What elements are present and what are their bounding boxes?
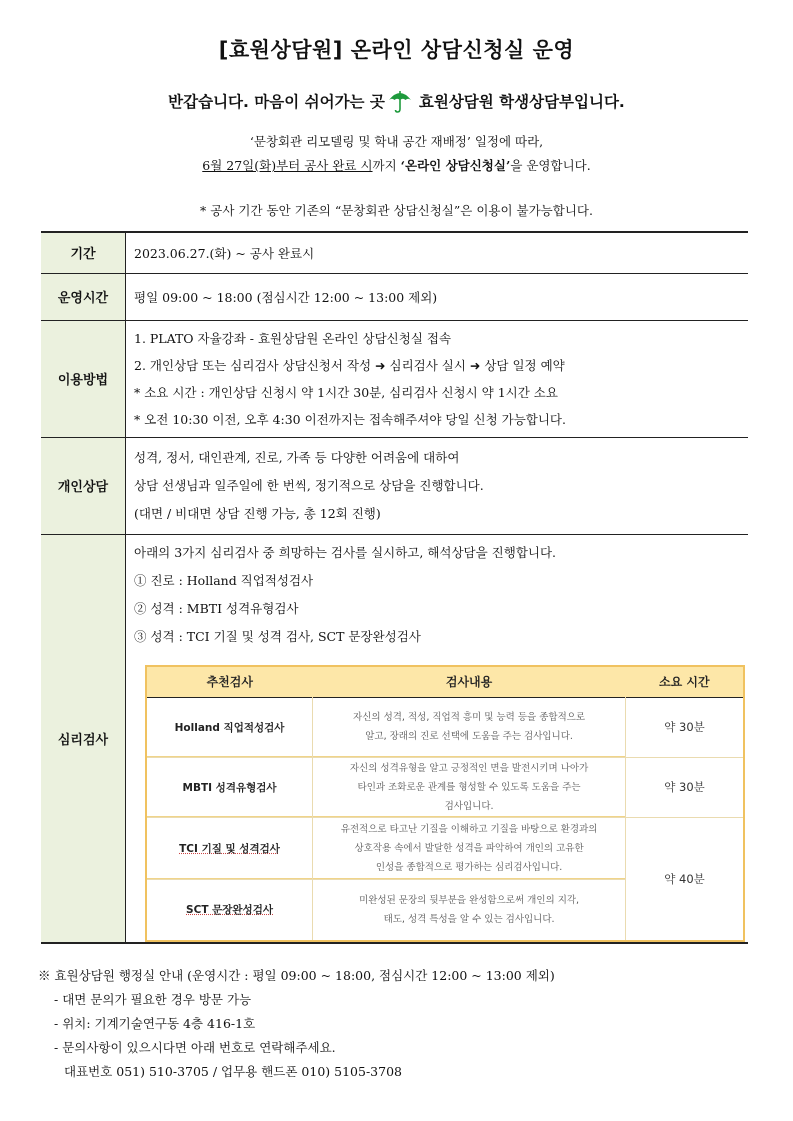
intro-line-1: ‘문창회관 리모델링 및 학내 공간 재배정’ 일정에 따라, [249,134,544,149]
test-desc-line: 미완성된 문장의 뒷부분을 완성함으로써 개인의 지각, [359,894,580,906]
footer [38,964,555,1084]
psych-line: ① 진로 : Holland 직업적성검사 [134,572,314,588]
footer-item: - 대면 문의가 필요한 경우 방문 가능 [54,992,252,1007]
value-psych [126,534,749,943]
value-usage [126,320,749,437]
test-time: 약 30분 [626,697,744,757]
header-test: 추천검사 [146,666,313,698]
usage-line: 2. 개인상담 또는 심리검사 상담신청서 작성 ➜ 심리검사 실시 ➜ 상담 일정 예약 [134,357,565,373]
test-table [145,665,745,943]
label-psych: 심리검사 [41,534,126,943]
psych-line: ② 성격 : MBTI 성격유형검사 [134,600,299,616]
row-psych [41,534,748,943]
test-time: 약 30분 [626,757,744,817]
test-desc-line: 알고, 장래의 진로 선택에 도움을 주는 검사입니다. [365,731,573,742]
row-counseling [41,437,748,534]
test-name: SCT 문장완성검사 [146,879,313,941]
notice: * 공사 기간 동안 기존의 “문창회관 상담신청실”은 이용이 불가능합니다. [200,203,593,218]
test-time: 약 40분 [626,817,744,941]
test-desc-line: 자신의 성격유형을 알고 긍정적인 면을 발전시키며 나아가 [349,762,589,774]
test-desc [313,757,626,817]
footer-item: - 문의사항이 있으시다면 아래 번호로 연락해주세요. [54,1040,336,1055]
intro-line-2 [0,154,793,178]
test-desc-line: 타인과 조화로운 관계를 형성할 수 있도록 도움을 주는 [357,781,581,793]
test-desc [313,817,626,879]
footer-item: - 위치: 기계기술연구동 4층 416-1호 [54,1016,256,1031]
greeting-after: 효원상담원 학생상담부입니다. [418,93,625,111]
row-hours [41,273,748,320]
label-hours: 운영시간 [41,273,126,320]
info-table [41,231,748,944]
test-desc [313,879,626,941]
usage-line: * 오전 10:30 이전, 오후 4:30 이전까지는 접속해주셔야 당일 신청 가능합니다. [134,411,566,427]
label-usage: 이용방법 [41,320,126,437]
footer-office: ※ 효원상담원 행정실 안내 (운영시간 : 평일 09:00 ~ 18:00, 점심시간 12:00 ~ 13:00 제외) [38,968,555,983]
test-row [146,817,744,879]
usage-line: 1. PLATO 자율강좌 - 효원상담원 온라인 상담신청실 접속 [134,330,452,346]
test-desc [313,697,626,757]
value-hours: 평일 09:00 ~ 18:00 (점심시간 12:00 ~ 13:00 제외) [126,273,749,320]
intro-mid: 까지 [372,158,401,173]
test-desc-line: 상호작용 속에서 발달한 성격을 파악하여 개인의 고유한 [354,842,584,854]
test-name: Holland 직업적성검사 [146,697,313,757]
header-content: 검사내용 [313,666,626,698]
test-desc-line: 검사입니다. [444,800,494,812]
psych-line: 아래의 3가지 심리검사 중 희망하는 검사를 실시하고, 해석상담을 진행합니다. [134,544,557,560]
test-table-header [146,666,744,698]
counseling-line: (대면 / 비대면 상담 진행 가능, 총 12회 진행) [134,505,381,521]
test-desc-line: 자신의 성격, 적성, 직업적 흥미 및 능력 등을 종합적으로 [353,712,586,723]
counseling-line: 성격, 정서, 대인관계, 진로, 가족 등 다양한 어려움에 대하여 [134,449,460,465]
label-period: 기간 [41,232,126,273]
label-counseling: 개인상담 [41,437,126,534]
intro-end: 을 운영합니다. [510,158,591,173]
test-desc-line: 태도, 성격 특성을 알 수 있는 검사입니다. [383,913,555,925]
row-usage [41,320,748,437]
intro-service-name: ‘온라인 상담신청실’ [400,158,511,173]
test-name: TCI 기질 및 성격검사 [146,817,313,879]
umbrella-icon [387,88,413,114]
page-title: [효원상담원] 온라인 상담신청실 운영 [218,38,575,62]
greeting [0,88,793,114]
intro-text [0,130,793,178]
test-desc-line: 인성을 종합적으로 평가하는 심리검사입니다. [375,861,563,873]
test-row [146,697,744,757]
header-time: 소요 시간 [626,666,744,698]
usage-line: * 소요 시간 : 개인상담 신청시 약 1시간 30분, 심리검사 신청시 약 1시간 소요 [134,384,558,400]
intro-date-range: 6월 27일(화)부터 공사 완료 시 [202,158,373,173]
greeting-before: 반갑습니다. 마음이 쉬어가는 곳 [168,93,385,111]
psych-line: ③ 성격 : TCI 기질 및 성격 검사, SCT 문장완성검사 [134,628,421,644]
row-period [41,232,748,273]
test-desc-line: 유전적으로 타고난 기질을 이해하고 기질을 바탕으로 환경과의 [340,823,598,835]
test-name: MBTI 성격유형검사 [146,757,313,817]
value-period: 2023.06.27.(화) ~ 공사 완료시 [126,232,749,273]
footer-phone: 대표번호 051) 510-3705 / 업무용 핸드폰 010) 5105-3708 [64,1064,402,1079]
test-row [146,757,744,817]
counseling-line: 상담 선생님과 일주일에 한 번씩, 정기적으로 상담을 진행합니다. [134,477,484,493]
value-counseling [126,437,749,534]
